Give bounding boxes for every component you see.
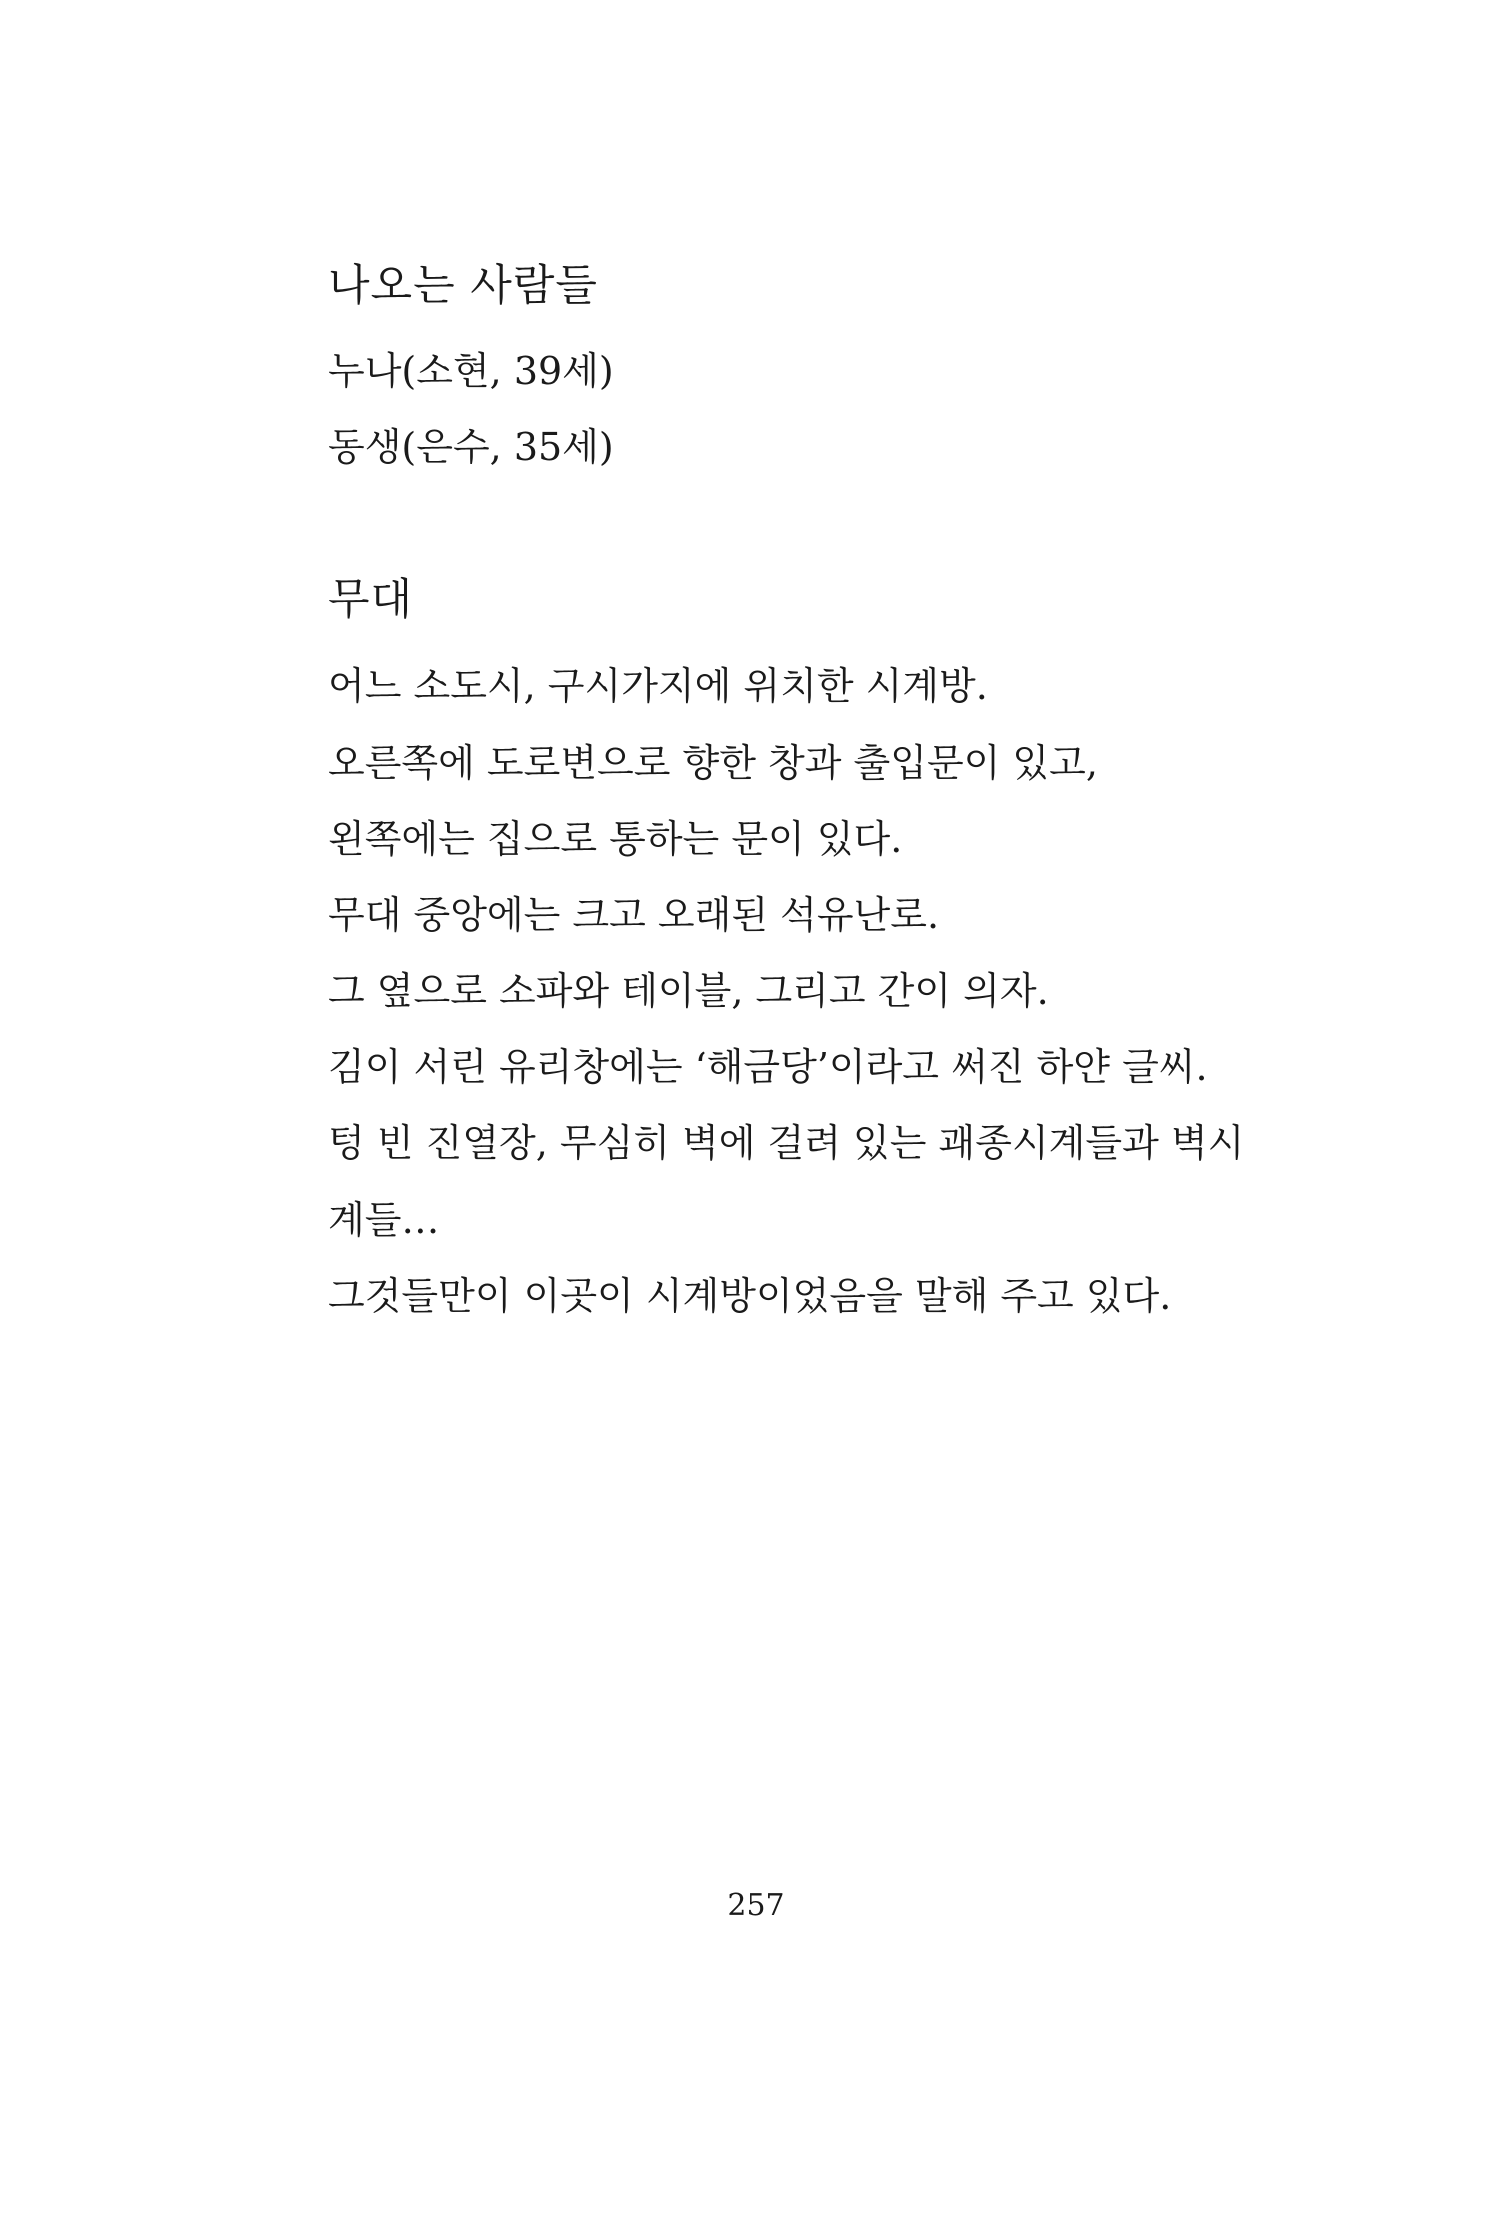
stage-line: 텅 빈 진열장, 무심히 벽에 걸려 있는 괘종시계들과 벽시 — [328, 1121, 1245, 1165]
stage-line: 그 옆으로 소파와 테이블, 그리고 간이 의자. — [328, 969, 1049, 1013]
stage-line: 계들… — [328, 1198, 440, 1242]
stage-line: 김이 서린 유리창에는 ‘해금당’이라고 써진 하얀 글씨. — [328, 1045, 1208, 1089]
stage-line: 어느 소도시, 구시가지에 위치한 시계방. — [328, 664, 988, 708]
cast-heading: 나오는 사람들 — [328, 261, 598, 311]
stage-line: 왼쪽에는 집으로 통하는 문이 있다. — [328, 817, 903, 861]
cast-member-brother: 동생(은수, 35세) — [328, 425, 614, 469]
stage-line: 무대 중앙에는 크고 오래된 석유난로. — [328, 893, 940, 937]
cast-member-sister: 누나(소현, 39세) — [328, 349, 614, 393]
stage-line: 그것들만이 이곳이 시계방이었음을 말해 주고 있다. — [328, 1274, 1172, 1318]
page-number: 257 — [727, 1888, 785, 1923]
stage-heading: 무대 — [328, 575, 414, 625]
stage-line: 오른쪽에 도로변으로 향한 창과 출입문이 있고, — [328, 741, 1098, 785]
